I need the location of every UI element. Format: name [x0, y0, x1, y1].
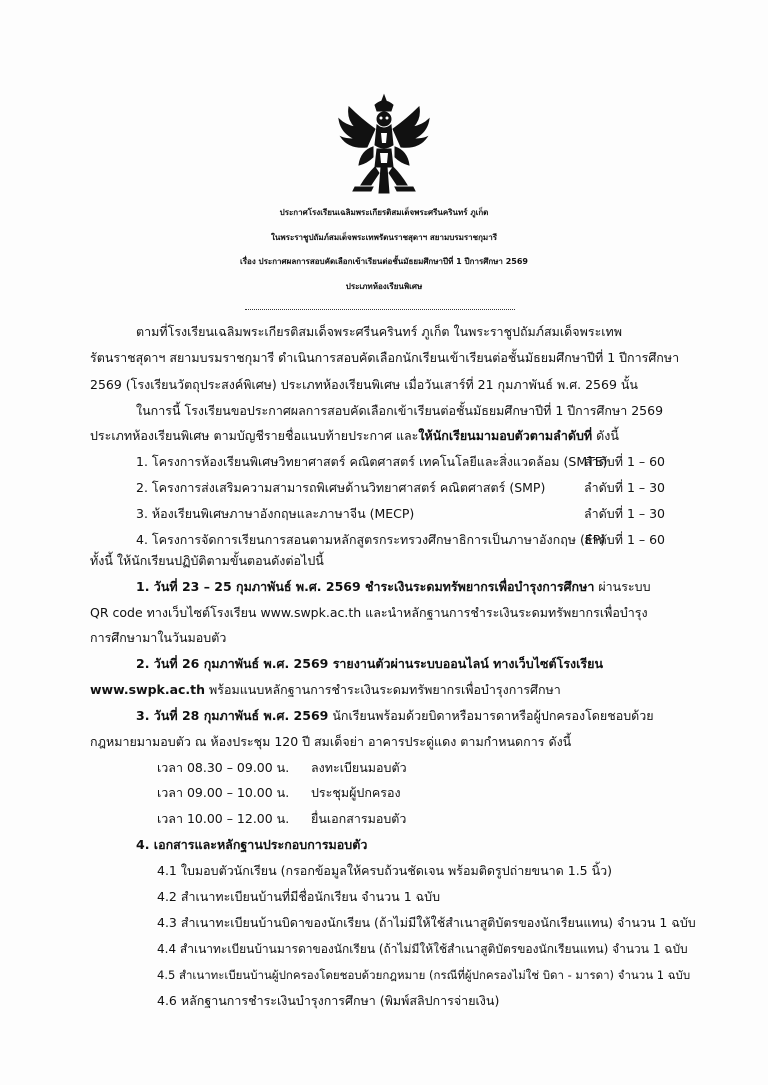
intro-p1-line-2: รัตนราชสุดาฯ สยามบรมราชกุมารี ดำเนินการสอบคัดเลือกนักเรียนเข้าเรียนต่อชั้นมัธยมศึกษาปีที่ 1 ปีการศึกษา — [90, 350, 680, 365]
program-item: 2. โครงการส่งเสริมความสามารถพิเศษด้านวิทยาศาสตร์ คณิตศาสตร์ (SMP) — [136, 480, 546, 495]
program-rank: ลำดับที่ 1 – 60 — [584, 532, 665, 547]
schedule-activity: ประชุมผู้ปกครอง — [311, 785, 401, 800]
step-1-heading: 1. วันที่ 23 – 25 กุมภาพันธ์ พ.ศ. 2569 ชำระเงินระดมทรัพยากรเพื่อบำรุงการศึกษา — [136, 579, 595, 594]
schedule-time: เวลา 10.00 – 12.00 น. — [157, 811, 290, 826]
schedule-activity: ยื่นเอกสารมอบตัว — [311, 811, 407, 826]
header-line-4: ประเภทห้องเรียนพิเศษ — [345, 282, 423, 291]
intro-p2-line-2 — [90, 427, 619, 445]
header-line-1: ประกาศโรงเรียนเฉลิมพระเกียรติสมเด็จพระศรีนครินทร์ ภูเก็ต — [279, 208, 489, 217]
step-3-line-2: กฎหมายมามอบตัว ณ ห้องประชุม 120 ปี สมเด็จย่า อาคารประดู่แดง ตามกำหนดการ ดังนี้ — [90, 734, 572, 749]
program-item: 4. โครงการจัดการเรียนการสอนตามหลักสูตรกระทรวงศึกษาธิการเป็นภาษาอังกฤษ (EP) — [136, 532, 606, 547]
program-rank: ลำดับที่ 1 – 30 — [584, 506, 665, 521]
intro-p2-tail: ดังนี้ — [592, 428, 619, 443]
schedule-activity: ลงทะเบียนมอบตัว — [311, 760, 407, 775]
program-item: 1. โครงการห้องเรียนพิเศษวิทยาศาสตร์ คณิตศาสตร์ เทคโนโลยีและสิ่งแวดล้อม (SMTE) — [136, 454, 608, 469]
document-item: 4.1 ใบมอบตัวนักเรียน (กรอกข้อมูลให้ครบถ้วนชัดเจน พร้อมติดรูปถ่ายขนาด 1.5 นิ้ว) — [157, 863, 613, 878]
step-2-text: พร้อมแนบหลักฐานการชำระเงินระดมทรัพยากรเพื่อบำรุงการศึกษา — [205, 682, 561, 697]
intro-p1-line-3: 2569 (โรงเรียนวัตถุประสงค์พิเศษ) ประเภทห้องเรียนพิเศษ เมื่อวันเสาร์ที่ 21 กุมภาพันธ์ พ.ศ. 2569 นั้น — [90, 377, 638, 392]
step-1-text: ผ่านระบบ — [594, 579, 651, 594]
program-rank: ลำดับที่ 1 – 30 — [584, 480, 665, 495]
steps-intro: ทั้งนี้ ให้นักเรียนปฏิบัติตามขั้นตอนดังต่อไปนี้ — [90, 553, 324, 568]
step-3-text: นักเรียนพร้อมด้วยบิดาหรือมารดาหรือผู้ปกครองโดยชอบด้วย — [328, 708, 654, 723]
document-item: 4.5 สำเนาทะเบียนบ้านผู้ปกครองโดยชอบด้วยกฎหมาย (กรณีที่ผู้ปกครองไม่ใช่ บิดา - มารดา) จำนวน 1 ฉบับ — [157, 968, 691, 982]
step-2-line-2 — [90, 681, 561, 699]
schedule-time: เวลา 09.00 – 10.00 น. — [157, 785, 290, 800]
intro-p2-line-1: ในการนี้ โรงเรียนขอประกาศผลการสอบคัดเลือกเข้าเรียนต่อชั้นมัธยมศึกษาปีที่ 1 ปีการศึกษา 2569 — [136, 403, 664, 418]
step-2-line-1: 2. วันที่ 26 กุมภาพันธ์ พ.ศ. 2569 รายงานตัวผ่านระบบออนไลน์ ทางเว็บไซต์โรงเรียน — [136, 656, 604, 671]
program-item: 3. ห้องเรียนพิเศษภาษาอังกฤษและภาษาจีน (MECP) — [136, 506, 415, 521]
document-item: 4.4 สำเนาทะเบียนบ้านมารดาของนักเรียน (ถ้าไม่มีให้ใช้สำเนาสูติบัตรของนักเรียนแทน) จำนวน 1 ฉบับ — [157, 942, 688, 956]
intro-p2-text: ประเภทห้องเรียนพิเศษ ตามบัญชีรายชื่อแนบท้ายประกาศ และ — [90, 428, 419, 443]
header-line-3: เรื่อง ประกาศผลการสอบคัดเลือกเข้าเรียนต่อชั้นมัธยมศึกษาปีที่ 1 ปีการศึกษา 2569 — [240, 257, 528, 266]
step-1-line-3: การศึกษามาในวันมอบตัว — [90, 630, 227, 645]
step-1-line-1 — [136, 578, 651, 596]
header-line-2: ในพระราชูปถัมภ์สมเด็จพระเทพรัตนราชสุดาฯ สยามบรมราชกุมารี — [271, 233, 497, 242]
intro-p1-line-1: ตามที่โรงเรียนเฉลิมพระเกียรติสมเด็จพระศรีนครินทร์ ภูเก็ต ในพระราชูปถัมภ์สมเด็จพระเทพ — [136, 324, 623, 339]
intro-p2-emphasis: ให้นักเรียนมามอบตัวตามลำดับที่ — [418, 428, 593, 443]
schedule-time: เวลา 08.30 – 09.00 น. — [157, 760, 290, 775]
document-item: 4.6 หลักฐานการชำระเงินบำรุงการศึกษา (พิมพ์สลิปการจ่ายเงิน) — [157, 993, 500, 1008]
dotted-divider — [245, 309, 515, 310]
step-4-title: 4. เอกสารและหลักฐานประกอบการมอบตัว — [136, 837, 368, 852]
step-3-heading: 3. วันที่ 28 กุมภาพันธ์ พ.ศ. 2569 — [136, 708, 329, 723]
step-3-line-1 — [136, 707, 654, 725]
step-2-website: www.swpk.ac.th — [90, 682, 206, 697]
program-rank: ลำดับที่ 1 – 60 — [584, 454, 665, 469]
document-item: 4.2 สำเนาทะเบียนบ้านที่มีชื่อนักเรียน จำนวน 1 ฉบับ — [157, 889, 441, 904]
document-item: 4.3 สำเนาทะเบียนบ้านบิดาของนักเรียน (ถ้าไม่มีให้ใช้สำเนาสูติบัตรของนักเรียนแทน) จำนวน 1 ฉบับ — [157, 915, 696, 930]
step-1-line-2: QR code ทางเว็บไซต์โรงเรียน www.swpk.ac.th และนำหลักฐานการชำระเงินระดมทรัพยากรเพื่อบำรุง — [90, 605, 648, 620]
garuda-emblem-icon — [331, 93, 437, 199]
